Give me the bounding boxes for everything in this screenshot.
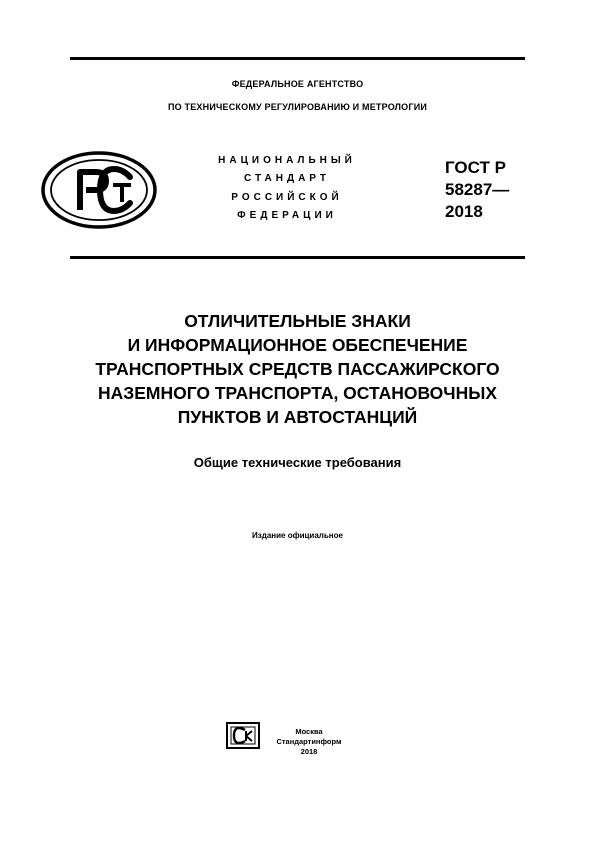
standard-type-line-1: НАЦИОНАЛЬНЫЙ [218,155,356,166]
title-line-1: ОТЛИЧИТЕЛЬНЫЕ ЗНАКИ [184,311,411,331]
publisher-name: Стандартинформ [276,737,342,746]
agency-line-1: ФЕДЕРАЛЬНОЕ АГЕНТСТВО [231,79,364,89]
subtitle: Общие технические требования [193,455,402,470]
title-line-4: НАЗЕМНОГО ТРАНСПОРТА, ОСТАНОВОЧНЫХ [97,383,498,403]
gost-r-emblem-icon [40,150,158,230]
designation-line-3: 2018 [445,202,483,221]
standard-type-line-2: СТАНДАРТ [244,173,330,184]
title-line-2: И ИНФОРМАЦИОННОЕ ОБЕСПЕЧЕНИЕ [127,335,468,355]
publisher-year: 2018 [300,747,318,756]
title-line-3: ТРАНСПОРТНЫХ СРЕДСТВ ПАССАЖИРСКОГО [95,359,500,379]
designation-line-1: ГОСТ Р [445,158,506,177]
edition-label: Издание официальное [252,531,343,540]
publisher-city: Москва [295,727,323,736]
standard-type-line-4: ФЕДЕРАЦИИ [237,210,337,221]
middle-rule [70,256,525,259]
title-line-5: ПУНКТОВ И АВТОСТАНЦИЙ [177,407,418,427]
top-rule [70,57,525,60]
designation-line-2: 58287— [445,180,510,199]
standard-type-line-3: РОССИЙСКОЙ [231,192,343,203]
standartinform-logo-icon [226,722,260,749]
agency-line-2: ПО ТЕХНИЧЕСКОМУ РЕГУЛИРОВАНИЮ И МЕТРОЛОГИИ [167,102,428,112]
